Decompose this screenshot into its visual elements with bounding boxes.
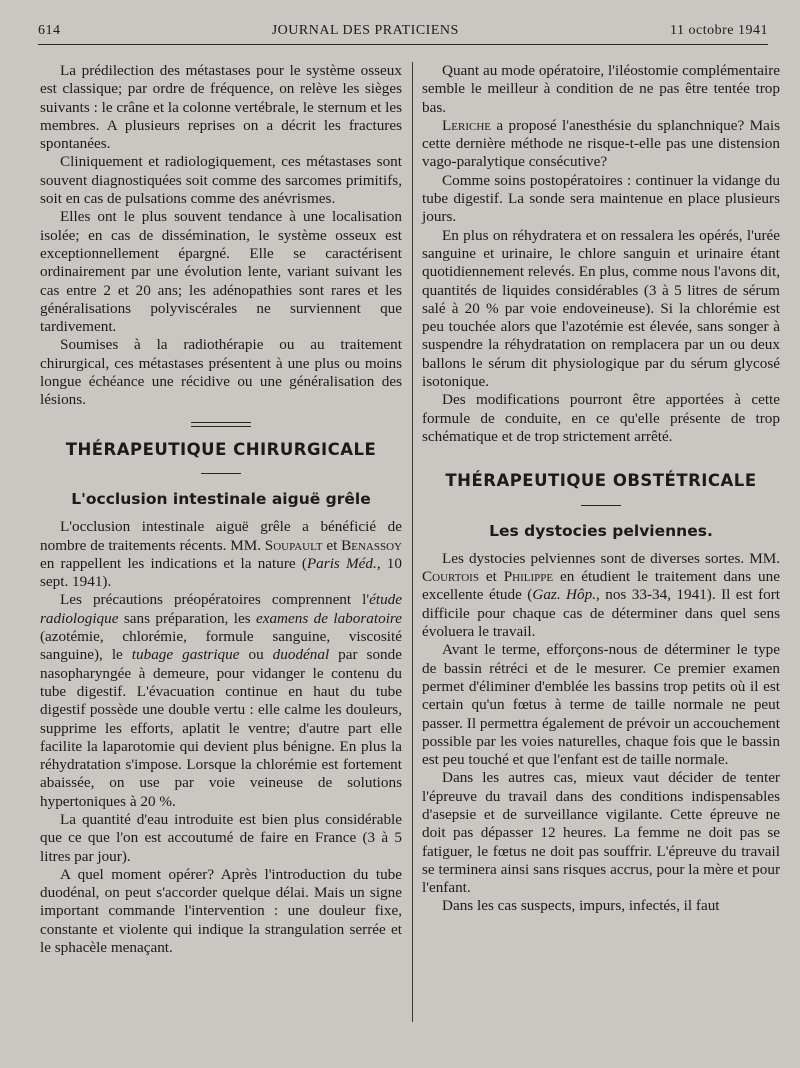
section-rule xyxy=(201,473,241,474)
text-run: et xyxy=(478,568,504,586)
citation: Paris Méd. xyxy=(306,554,377,572)
paragraph xyxy=(40,518,402,591)
section-ornament xyxy=(191,422,251,427)
header-rule xyxy=(38,44,768,45)
text-run: L'occlusion intestinale aiguë grêle a bénéficié de nombre de traitements récents. MM. xyxy=(40,518,402,554)
spacer xyxy=(422,446,780,472)
page-header xyxy=(38,18,768,44)
citation: Gaz. Hôp. xyxy=(532,586,597,604)
text-run: (azotémie, chlorémie, formule sanguine, viscosité sanguine), le xyxy=(40,628,402,664)
text-run: par sonde nasopharyngée à demeure, pour vidanger le contenu du tube digestif. L'évacuation continue en haut du tube digestif possède une double vertu : elle calme les douleurs, supprime les efforts, aplatit le ventre; d'autre part elle facilite la laparotomie qui devient plus bénigne. En plus la réhydratation s'impose. Lorsque la chlorémie est fortement abaissée, on use par voie veineuse de solutions hypertoniques à 20 %. xyxy=(40,646,402,810)
paragraph: Quant au mode opératoire, l'iléostomie complémentaire semble le meilleur à condition de ne pas être tentée trop bas. xyxy=(422,62,780,116)
paragraph: Comme soins postopératoires : continuer la vidange du tube digestif. La sonde sera maintenue en place plusieurs jours. xyxy=(422,171,780,226)
right-column xyxy=(422,62,780,916)
left-column xyxy=(40,62,402,957)
paragraph: En plus on réhydratera et on ressalera les opérés, l'urée sanguine et urinaire, le chlore sanguin et urinaire étant quotidiennement relevés. En plus, comme nous l'avons dit, quantités de liquides considérables (3 à 5 litres de sérum salé à 20 % par voie endoveineuse). Si la chlorémie est peu touchée alors que l'azotémie est élevée, sans songer à suspendre la réhydratation on remplacera par un ou deux ballons le sérum dit physiologique par du sérum glycosé isotonique. xyxy=(422,226,780,391)
text-run: en étudient le traitement dans une excellente étude ( xyxy=(422,568,780,604)
author-name: Soupault xyxy=(264,536,323,554)
paragraph: Dans les autres cas, mieux vaut décider de tenter l'épreuve du travail dans des conditions indispensables d'asepsie et de surveillance vigilante. Cette épreuve ne doit pas dépasser 12 heures. La femme ne doit pas se fatiguer, le fœtus ne doit pas souffrir. L'épreuve du travail se terminera ainsi sans risques accrus, pour la mère et pour l'enfant. xyxy=(422,769,780,897)
text-run: et xyxy=(322,536,342,554)
author-name: Benassoy xyxy=(341,536,402,554)
paragraph: Avant le terme, efforçons-nous de déterminer le type de bassin rétréci et de le mesurer. Ce premier examen permet d'éliminer d'emblée les bassins trop petits où il est certain qu'un fœtus à terme de taille normale ne peut passer. Il permettra également de prévoir un accouchement possible par les voies naturelles, chaque fois que le bassin est peu touché et que l'enfant est de taille normale. xyxy=(422,641,780,769)
author-name: Courtois xyxy=(422,568,479,586)
text-run: , 10 sept. 1941). xyxy=(40,554,402,591)
paragraph xyxy=(40,591,402,811)
emphasis: examens de laboratoire xyxy=(255,609,402,627)
text-run: a proposé l'anesthésie du splanchnique? Mais cette dernière méthode ne risque-t-elle pas une distension vago-paralytique consécutive? xyxy=(422,116,780,171)
journal-title: JOURNAL DES PRATICIENS xyxy=(271,23,459,38)
article-subtitle-occlusion: L'occlusion intestinale aiguë grêle xyxy=(71,489,371,508)
paragraph: Dans les cas suspects, impurs, infectés, il faut xyxy=(442,897,720,915)
section-rule xyxy=(581,505,621,506)
section-title-obstetricale: THÉRAPEUTIQUE OBSTÉTRICALE xyxy=(445,471,757,491)
text-run: , nos 33-34, 1941). Il est fort difficile pour chaque cas de déterminer dans quel sens évoluera le travail. xyxy=(422,586,780,641)
text-run: Les dystocies pelviennes sont de diverses sortes. MM. xyxy=(442,549,780,567)
paragraph xyxy=(422,117,780,172)
paragraph: Elles ont le plus souvent tendance à une localisation isolée; en cas de dissémination, le système osseux est exceptionnellement épargné. Elle se caractérisent ordinairement par une évolution lente, variant suivant les cas entre 2 et 20 ans; les adénopathies sont rares et les généralisations polyviscérales ne surviennent que tardivement. xyxy=(40,208,402,336)
column-divider xyxy=(412,62,413,1022)
page-number: 614 xyxy=(38,23,61,38)
text-run: ou xyxy=(239,646,273,664)
article-subtitle-dystocies: Les dystocies pelviennes. xyxy=(489,521,713,540)
paragraph: A quel moment opérer? Après l'introduction du tube duodénal, on peut s'accorder quelque délai. Mais un signe important commande l'intervention : une douleur fixe, constante et violente qui indique la strangulation serrée et le sphacèle menaçant. xyxy=(40,865,402,957)
paragraph: Cliniquement et radiologiquement, ces métastases sont souvent diagnostiquées soit comme des sarcomes primitifs, soit en cas de pulsations comme des anévrismes. xyxy=(40,153,402,208)
emphasis: duodénal xyxy=(272,646,330,664)
text-run: Les précautions préopératoires comprennent l' xyxy=(60,591,370,609)
paragraph: Soumises à la radiothérapie ou au traitement chirurgical, ces métastases présentent à une plus ou moins longue échéance une récidive ou une généralisation des lésions. xyxy=(40,336,402,409)
paragraph: La prédilection des métastases pour le système osseux est classique; par ordre de fréquence, on relève les sièges suivants : le crâne et la colonne vertébrale, le sternum et les membres. A plusieurs reprises on a décrit les fractures spontanées. xyxy=(40,62,402,153)
paragraph: La quantité d'eau introduite est bien plus considérable que ce que l'on est accoutumé de faire en France (3 à 5 litres par jour). xyxy=(40,810,402,865)
issue-date: 11 octobre 1941 xyxy=(670,23,768,38)
text-run: sans préparation, les xyxy=(118,609,256,627)
paragraph xyxy=(422,550,780,641)
section-title-chirurgicale: THÉRAPEUTIQUE CHIRURGICALE xyxy=(65,439,377,459)
author-name: Philippe xyxy=(503,568,554,586)
emphasis: étude radiologique xyxy=(40,591,402,627)
text-run: en rappellent les indications et la nature ( xyxy=(40,554,307,572)
paragraph: Des modifications pourront être apportées à cette formule de conduite, en ce qu'elle présente de trop schématique et de trop strictement arrêté. xyxy=(422,391,780,445)
author-name: Leriche xyxy=(442,116,491,134)
emphasis: tubage gastrique xyxy=(131,646,240,664)
